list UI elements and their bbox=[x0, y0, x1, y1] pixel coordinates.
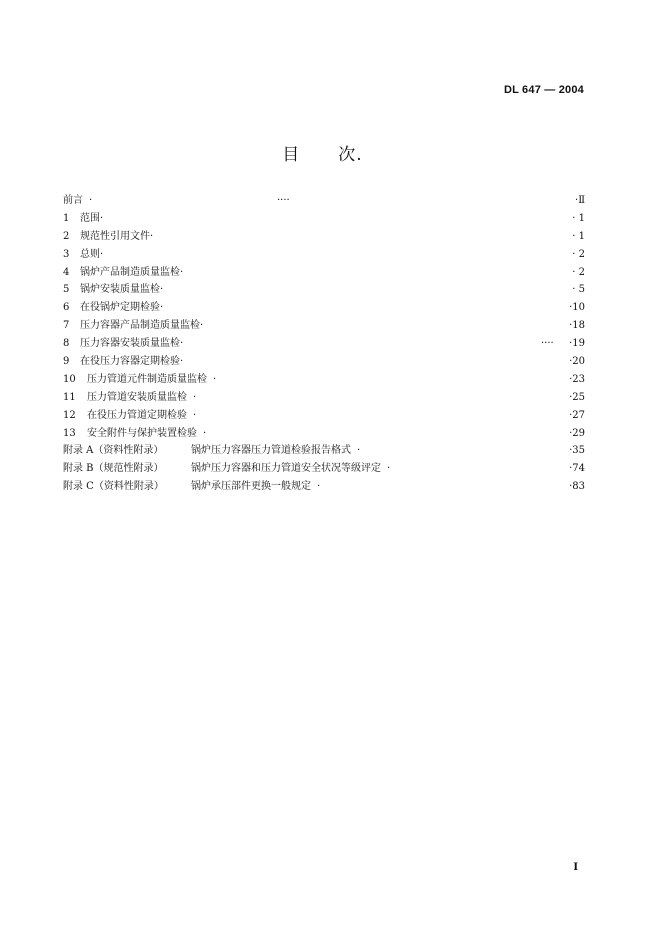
toc-entry[interactable] bbox=[63, 210, 585, 228]
toc-entry-appendix-a[interactable] bbox=[63, 442, 585, 460]
toc-label: 范围 bbox=[80, 212, 100, 224]
toc-label: 锅炉承压部件更换一般规定 bbox=[191, 481, 311, 493]
toc-leader-mid: ···· bbox=[277, 195, 290, 206]
toc-label: 压力容器产品制造质量监检 bbox=[80, 320, 200, 332]
toc-leader: · bbox=[180, 266, 184, 278]
toc-number: 6 bbox=[63, 302, 70, 314]
toc-number: 9 bbox=[63, 356, 70, 368]
toc-leader: · bbox=[200, 320, 204, 332]
toc-leader: · bbox=[357, 445, 361, 457]
table-of-contents bbox=[63, 192, 585, 496]
toc-entry[interactable] bbox=[63, 299, 585, 317]
toc-entry[interactable] bbox=[63, 317, 585, 335]
toc-entry-preface[interactable] bbox=[63, 192, 585, 210]
page-number: I bbox=[573, 862, 578, 873]
toc-number: 8 bbox=[63, 338, 70, 350]
title-char-1: 目 bbox=[282, 145, 301, 165]
toc-leader: · bbox=[89, 195, 93, 206]
toc-leader: · bbox=[150, 230, 154, 242]
toc-entry[interactable] bbox=[63, 425, 585, 443]
toc-appendix-tag: 附录 C（资料性附录） bbox=[63, 481, 164, 493]
toc-page: · 2 bbox=[572, 266, 585, 278]
toc-leader: · bbox=[387, 463, 391, 475]
toc-label: 在役锅炉定期检验 bbox=[80, 302, 160, 314]
toc-label: 在役压力管道定期检验 bbox=[87, 409, 187, 421]
toc-entry[interactable] bbox=[63, 246, 585, 264]
toc-appendix-tag: 附录 B（规范性附录） bbox=[63, 463, 164, 475]
toc-entry[interactable] bbox=[63, 335, 585, 353]
toc-leader: · bbox=[100, 248, 104, 260]
toc-label: 安全附件与保护装置检验 bbox=[87, 427, 197, 439]
toc-entry[interactable] bbox=[63, 407, 585, 425]
toc-label: 锅炉压力容器压力管道检验报告格式 bbox=[191, 445, 351, 457]
toc-page: · 1 bbox=[572, 230, 585, 242]
toc-leader: · bbox=[193, 409, 197, 421]
toc-label: 锅炉产品制造质量监检 bbox=[80, 266, 180, 278]
toc-page: ·Ⅱ bbox=[575, 195, 585, 206]
toc-leader: · bbox=[213, 373, 217, 385]
toc-label: 压力管道安装质量监检 bbox=[87, 391, 187, 403]
toc-number: 10 bbox=[63, 373, 76, 385]
toc-entry[interactable] bbox=[63, 353, 585, 371]
toc-page: ·10 bbox=[569, 302, 585, 314]
toc-entry[interactable] bbox=[63, 371, 585, 389]
toc-label: 在役压力容器定期检验 bbox=[80, 356, 180, 368]
toc-leader: · bbox=[100, 212, 104, 224]
toc-leader: · bbox=[193, 391, 197, 403]
toc-entry-appendix-b[interactable] bbox=[63, 460, 585, 478]
toc-leader: · bbox=[203, 427, 207, 439]
toc-label: 前言 bbox=[63, 195, 83, 206]
toc-label: 总则 bbox=[80, 248, 100, 260]
page-title bbox=[0, 140, 645, 165]
toc-entry[interactable] bbox=[63, 228, 585, 246]
toc-label: 锅炉安装质量监检 bbox=[80, 284, 160, 296]
toc-page: ·18 bbox=[569, 320, 585, 332]
toc-page: · 1 bbox=[572, 212, 585, 224]
toc-page: ·74 bbox=[569, 463, 585, 475]
toc-page: · 5 bbox=[572, 284, 585, 296]
toc-page: ·29 bbox=[569, 427, 585, 439]
toc-entry[interactable] bbox=[63, 281, 585, 299]
toc-entry[interactable] bbox=[63, 389, 585, 407]
toc-number: 2 bbox=[63, 230, 70, 242]
toc-leader-mid: ···· bbox=[541, 338, 554, 350]
toc-label: 规范性引用文件 bbox=[80, 230, 150, 242]
toc-page: ·19 bbox=[569, 338, 585, 350]
toc-page: ·25 bbox=[569, 391, 585, 403]
toc-page: ·35 bbox=[569, 445, 585, 457]
document-code: DL 647 — 2004 bbox=[503, 84, 584, 96]
toc-label: 压力管道元件制造质量监检 bbox=[87, 373, 207, 385]
toc-number: 5 bbox=[63, 284, 70, 296]
toc-page: ·27 bbox=[569, 409, 585, 421]
toc-leader: · bbox=[160, 284, 164, 296]
toc-label: 压力容器安装质量监检 bbox=[80, 338, 180, 350]
toc-number: 12 bbox=[63, 409, 76, 421]
toc-number: 4 bbox=[63, 266, 70, 278]
toc-label: 锅炉压力容器和压力管道安全状况等级评定 bbox=[191, 463, 381, 475]
toc-page: ·20 bbox=[569, 356, 585, 368]
toc-leader: · bbox=[317, 481, 321, 493]
toc-page: · 2 bbox=[572, 248, 585, 260]
title-char-2: 次 bbox=[338, 145, 357, 165]
toc-page: ·83 bbox=[569, 481, 585, 493]
toc-number: 11 bbox=[63, 391, 76, 403]
toc-number: 13 bbox=[63, 427, 76, 439]
toc-leader: · bbox=[180, 356, 184, 368]
toc-entry-appendix-c[interactable] bbox=[63, 478, 585, 496]
toc-number: 1 bbox=[63, 212, 70, 224]
toc-entry[interactable] bbox=[63, 264, 585, 282]
toc-number: 3 bbox=[63, 248, 70, 260]
toc-leader: · bbox=[180, 338, 184, 350]
toc-number: 7 bbox=[63, 320, 70, 332]
toc-page: ·23 bbox=[569, 373, 585, 385]
title-punct: . bbox=[356, 145, 363, 165]
toc-leader: · bbox=[160, 302, 164, 314]
toc-appendix-tag: 附录 A（资料性附录） bbox=[63, 445, 164, 457]
